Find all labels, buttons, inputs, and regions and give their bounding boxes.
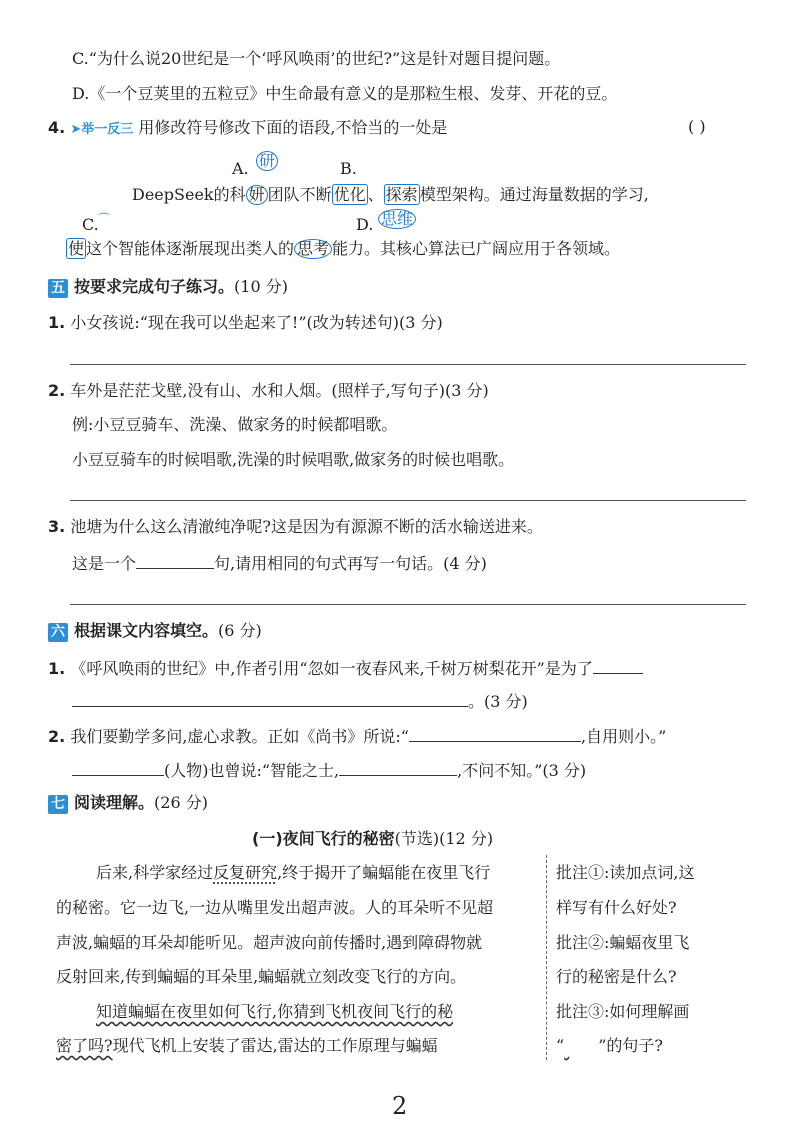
- note-2b: 行的秘密是什么?: [556, 967, 677, 986]
- s5-q2: 2. 车外是茫茫戈壁,没有山、水和人烟。(照样子,写句子)(3 分): [48, 381, 489, 400]
- word-yan: 妍: [246, 185, 268, 205]
- s5-q1-answer-line[interactable]: [70, 364, 746, 365]
- s6-q2-blank-person[interactable]: [72, 757, 164, 776]
- s6-q2: 2. 我们要勤学多问,虚心求教。正如《尚书》所说:“ ,自用则小。”: [48, 723, 666, 748]
- note-3a: 批注③:如何理解画: [556, 1002, 690, 1021]
- q4-number: 4.: [48, 118, 66, 137]
- q4-line-1: DeepSeek的科 妍 团队不断 优化 、 探索 模型架构。通过海量数据的学习,: [132, 185, 649, 204]
- annotation-divider: [546, 855, 547, 1060]
- q4-answer-paren[interactable]: ( ): [688, 117, 706, 136]
- passage-line-3: 声波,蝙蝠的耳朵却能听见。超声波向前传播时,遇到障碍物就: [56, 933, 483, 952]
- insert-mark-icon: ⌒: [98, 212, 111, 226]
- passage-line-2: 的秘密。它一边飞,一边从嘴里发出超声波。人的耳朵听不见超: [56, 898, 494, 917]
- q4-line-2: 使 这个智能体逐渐展现出类人的 思考 能力。其核心算法已广阔应用于各领域。: [68, 239, 621, 258]
- q3-option-d: D.《一个豆荚里的五粒豆》中生命最有意义的是那粒生根、发芽、开花的豆。: [72, 84, 618, 103]
- reading-subtitle: (一)夜间飞行的秘密(节选)(12 分): [252, 829, 494, 848]
- box-shi: 使: [68, 239, 85, 258]
- s6-q1: 1. 《呼风唤雨的世纪》中,作者引用“忽如一夜春风来,千树万树梨花开”是为了: [48, 655, 643, 680]
- section-6-header: [48, 620, 262, 642]
- box-youhua: 优化: [333, 185, 366, 204]
- s5-q3-answer-line[interactable]: [70, 604, 746, 605]
- s6-q2-cont: (人物)也曾说:“智能之士, ,不问不知。”(3 分): [72, 757, 586, 782]
- label-c: C.: [82, 215, 99, 234]
- section-6-badge: 六: [48, 623, 68, 642]
- s5-q2-example: 例:小豆豆骑车、洗澡、做家务的时候都唱歌。: [72, 415, 398, 434]
- s5-q3-prompt: 这是一个 句,请用相同的句式再写一句话。(4 分): [72, 550, 487, 575]
- label-a: A.: [232, 159, 249, 178]
- section-7-title: 阅读理解。: [74, 793, 155, 812]
- s5-q2-example-2: 小豆豆骑车的时候唱歌,洗澡的时候唱歌,做家务的时候也唱歌。: [72, 450, 515, 469]
- s5-q2-answer-line[interactable]: [70, 500, 746, 501]
- passage-line-6: 密了吗?现代飞机上安装了雷达,雷达的工作原理与蝙蝠: [56, 1036, 438, 1055]
- label-b: B.: [340, 159, 357, 178]
- s6-q2-blank-b[interactable]: [339, 757, 457, 776]
- note-1b: 样写有什么好处?: [556, 898, 677, 917]
- s6-q1-blank-a[interactable]: [593, 655, 643, 674]
- s6-q1-blank-b[interactable]: [72, 688, 468, 707]
- s6-q1-cont: 。(3 分): [72, 688, 528, 713]
- section-7-score: (26 分): [154, 793, 208, 812]
- box-tansuo: 探索: [385, 185, 418, 204]
- note-3b: “ ”的句子?: [556, 1036, 663, 1055]
- section-5-score: (10 分): [234, 277, 288, 296]
- passage-line-5: 知道蝙蝠在夜里如何飞行,你猜到飞机夜间飞行的秘: [96, 1002, 454, 1021]
- section-6-score: (6 分): [218, 621, 262, 640]
- word-sikao: 思考: [294, 239, 332, 259]
- section-5-badge: 五: [48, 279, 68, 298]
- s5-q1: 1. 小女孩说:“现在我可以坐起来了!”(改为转述句)(3 分): [48, 313, 443, 332]
- section-7-header: [48, 792, 208, 814]
- s6-q2-blank-a[interactable]: [409, 723, 581, 742]
- section-7-badge: 七: [48, 795, 68, 814]
- passage-line-1: 后来,科学家经过反复研究,终于揭开了蝙蝠能在夜里飞行: [96, 863, 491, 882]
- passage-line-4: 反射回来,传到蝙蝠的耳朵里,蝙蝠就立刻改变飞行的方向。: [56, 967, 467, 986]
- s5-q3-blank[interactable]: [136, 550, 214, 569]
- section-5-title: 按要求完成句子练习。: [74, 277, 235, 296]
- q4-text: 用修改符号修改下面的语段,不恰当的一处是: [138, 118, 448, 137]
- section-6-title: 根据课文内容填空。: [74, 621, 219, 640]
- mark-a: 研: [256, 150, 278, 172]
- note-1a: 批注①:读加点词,这: [556, 863, 695, 882]
- s5-q3: 3. 池塘为什么这么清澈纯净呢?这是因为有源源不断的活水输送进来。: [48, 517, 543, 536]
- jyfs-tag: ➤举一反三: [70, 122, 134, 137]
- note-2a: 批注②:蝙蝠夜里飞: [556, 933, 690, 952]
- label-d: D.: [356, 215, 374, 234]
- page-number: 2: [392, 1092, 408, 1120]
- mark-d: 思维: [378, 208, 416, 230]
- q4-stem: [48, 117, 447, 141]
- section-5-header: [48, 276, 288, 298]
- dotted-word: 反复研究: [213, 863, 278, 882]
- q3-option-c: C.“为什么说20世纪是一个‘呼风唤雨’的世纪?”这是针对题目提问题。: [72, 49, 561, 68]
